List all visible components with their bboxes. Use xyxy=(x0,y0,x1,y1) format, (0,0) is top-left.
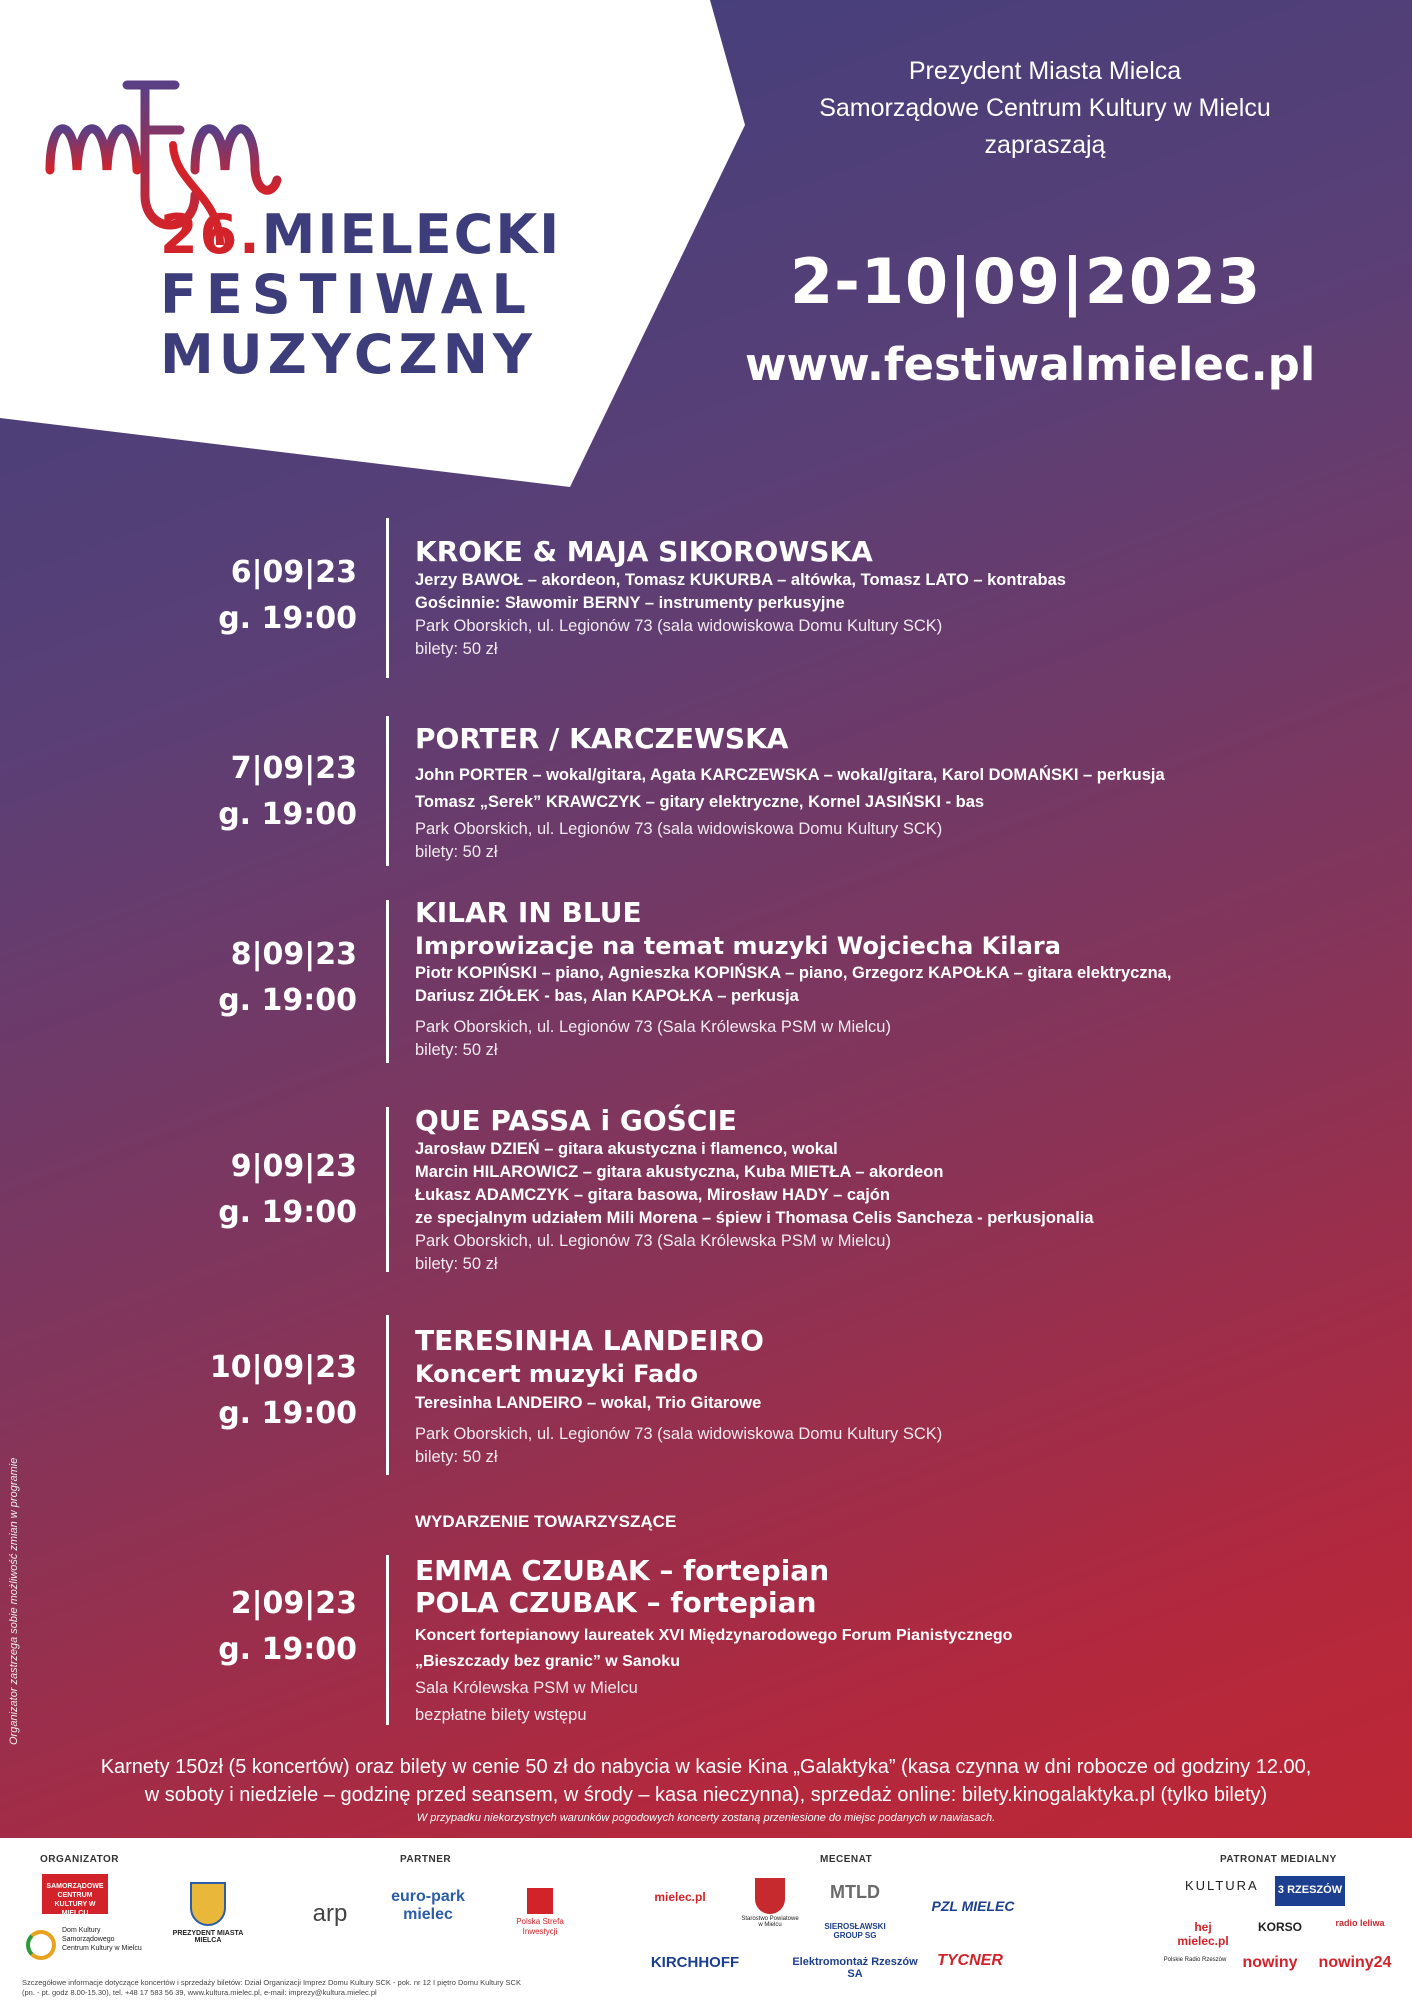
event-tickets: bilety: 50 zł xyxy=(415,843,498,861)
tycner-logo: TYCNER xyxy=(937,1952,1003,1969)
event-title: QUE PASSA i GOŚCIE xyxy=(415,1104,737,1137)
event-venue: Park Oborskich, ul. Legionów 73 (Sala Królewska PSM w Mielcu) xyxy=(415,1232,891,1250)
event-title: KILAR IN BLUE xyxy=(415,896,642,929)
event-time: g. 19:00 xyxy=(218,1195,357,1230)
event-venue: Park Oborskich, ul. Legionów 73 (sala widowiskowa Domu Kultury SCK) xyxy=(415,617,943,635)
event-time: g. 19:00 xyxy=(218,1396,357,1431)
event-venue: Park Oborskich, ul. Legionów 73 (sala widowiskowa Domu Kultury SCK) xyxy=(415,820,943,838)
event-performers-line: Łukasz ADAMCZYK – gitara basowa, Mirosław HADY – cajón xyxy=(415,1186,890,1204)
arp-logo: arp xyxy=(312,1900,348,1927)
mtld-logo: MTLD xyxy=(830,1882,880,1902)
flag-icon xyxy=(527,1888,553,1914)
event-venue: Park Oborskich, ul. Legionów 73 (Sala Królewska PSM w Mielcu) xyxy=(415,1018,891,1036)
event-tickets: bilety: 50 zł xyxy=(415,1448,498,1466)
program-change-note: Organizator zastrzega sobie możliwość zmian w programie xyxy=(8,1457,20,1745)
sponsor-footer xyxy=(0,1838,1412,2000)
event-body xyxy=(415,722,1345,864)
event-performers-line: Tomasz „Serek” KRAWCZYK – gitary elektryczne, Kornel JASIŃSKI - bas xyxy=(415,793,985,811)
weather-note: W przypadku niekorzystnych warunków pogodowych koncerty zostaną przeniesione do miejsc podanych w nawiasach. xyxy=(416,1812,996,1824)
city-president-label: PREZYDENT MIASTA MIELCA xyxy=(172,1930,244,1944)
event-body xyxy=(415,1104,1345,1276)
event-performers-line: Gościnnie: Sławomir BERNY – instrumenty perkusyjne xyxy=(415,594,845,612)
event-divider xyxy=(386,1315,389,1475)
organizer-line-2: Samorządowe Centrum Kultury w Mielcu xyxy=(819,94,1271,122)
strefa-inwestycji-logo xyxy=(505,1888,575,1937)
strefa-inwestycji-label: Polska Strefa Inwestycji xyxy=(516,1917,564,1936)
event-time: g. 19:00 xyxy=(218,983,357,1018)
organizer-line-1: Prezydent Miasta Mielca xyxy=(908,57,1182,85)
footer-heading-organizer: ORGANIZATOR xyxy=(40,1854,120,1865)
starostwo-label: Starostwo Powiatowe w Mielcu xyxy=(741,1916,799,1928)
pzl-mielec-logo: PZL MIELEC xyxy=(931,1898,1015,1914)
coat-of-arms-icon xyxy=(755,1878,785,1914)
event-performers-line: Marcin HILAROWICZ – gitara akustyczna, Kuba MIETŁA – akordeon xyxy=(415,1163,944,1181)
organizer-line-3: zapraszają xyxy=(984,131,1106,159)
festival-dates: 2-10|09|2023 xyxy=(790,245,1262,318)
event-divider xyxy=(386,1555,389,1725)
event-date: 7|09|23 xyxy=(230,751,357,786)
event-performers-line: Jarosław DZIEŃ – gitara akustyczna i flamenco, wokal xyxy=(415,1140,838,1158)
event-body xyxy=(415,1555,1345,1729)
event-performers-line: Teresinha LANDEIRO – wokal, Trio Gitarowe xyxy=(415,1394,762,1412)
sieroslawski-logo: SIEROSŁAWSKI GROUP SG xyxy=(824,1922,886,1940)
mielec-pl-logo: mielec.pl xyxy=(654,1890,706,1904)
coat-of-arms-icon xyxy=(190,1882,226,1926)
event-performers-line: ze specjalnym udziałem Mili Morena – śpiew i Thomasa Celis Sancheza - perkusjonalia xyxy=(415,1209,1094,1227)
city-president-logo xyxy=(168,1882,248,1944)
festival-number: 26. xyxy=(160,203,262,266)
festival-title-word-1: MIELECKI xyxy=(261,203,562,266)
event-title: TERESINHA LANDEIRO xyxy=(415,1324,764,1357)
event-body xyxy=(415,1324,1345,1469)
dom-kultury-label: Dom Kultury Samorządowego Centrum Kultury w Mielcu xyxy=(62,1927,142,1952)
event-divider xyxy=(386,716,389,866)
kirchhoff-logo: KIRCHHOFF xyxy=(650,1954,740,1971)
event-date: 2|09|23 xyxy=(230,1586,357,1621)
sck-logo: SAMORZĄDOWE CENTRUM KULTURY W MIELCU xyxy=(42,1874,108,1914)
event-date: 8|09|23 xyxy=(230,937,357,972)
footer-heading-media: PATRONAT MEDIALNY xyxy=(1220,1854,1337,1865)
event-venue: Sala Królewska PSM w Mielcu xyxy=(415,1679,638,1697)
tvp3-logo: 3 RZESZÓW xyxy=(1275,1876,1345,1906)
nowiny24-logo: nowiny24 xyxy=(1318,1954,1392,1971)
event-tickets: bilety: 50 zł xyxy=(415,1041,498,1059)
festival-title-line-2: FESTIWAL xyxy=(160,263,535,326)
event-body xyxy=(415,896,1345,1062)
festival-website[interactable]: www.festiwalmielec.pl xyxy=(745,338,1316,391)
elektromontaz-logo: Elektromontaż Rzeszów SA xyxy=(792,1956,918,1980)
event-date: 10|09|23 xyxy=(209,1350,357,1385)
event-venue: Park Oborskich, ul. Legionów 73 (sala widowiskowa Domu Kultury SCK) xyxy=(415,1425,943,1443)
korso-logo: KORSO xyxy=(1257,1920,1302,1934)
starostwo-logo xyxy=(740,1878,800,1928)
footer-contact-line: Szczegółowe informacje dotyczące koncertów i sprzedaży biletów: Dział Organizacji Imprez Domu Kultury SCK - pok. nr 12 I piętro Domu Kultury SCK xyxy=(22,1978,521,1987)
footer-contact-line: (pn. - pt. godz 8.00-15.30), tel. +48 17 583 56 39, www.kultura.mielec.pl, e-mail: imprezy@kultura.mielec.pl xyxy=(22,1988,377,1997)
event-performers-line: Jerzy BAWOŁ – akordeon, Tomasz KUKURBA – altówka, Tomasz LATO – kontrabas xyxy=(415,571,1066,589)
footer-heading-patron: MECENAT xyxy=(820,1854,873,1865)
event-title: POLA CZUBAK – fortepian xyxy=(415,1586,817,1619)
event-title: EMMA CZUBAK – fortepian xyxy=(415,1554,830,1587)
event-performers-line: Dariusz ZIÓŁEK - bas, Alan KAPOŁKA – perkusja xyxy=(415,987,799,1005)
festival-title-line-3: MUZYCZNY xyxy=(160,323,537,386)
footer-heading-partner: PARTNER xyxy=(400,1854,452,1865)
hej-mielec-logo: hej mielec.pl xyxy=(1177,1920,1229,1948)
event-performers-line: „Bieszczady bez granic” w Sanoku xyxy=(415,1653,680,1670)
event-tickets: bilety: 50 zł xyxy=(415,1255,498,1273)
event-performers-line: Piotr KOPIŃSKI – piano, Agnieszka KOPIŃSKA – piano, Grzegorz KAPOŁKA – gitara elektryczna, xyxy=(415,964,1172,982)
event-date: 9|09|23 xyxy=(230,1149,357,1184)
ticket-info-line: w soboty i niedziele – godzinę przed seansem, w środy – kasa nieczynna), sprzedaż online: bilety.kinogalaktyka.pl (tylko bilety) xyxy=(144,1784,1268,1806)
event-title: KROKE & MAJA SIKOROWSKA xyxy=(415,535,873,568)
kultura-logo: KULTURA xyxy=(1185,1878,1259,1893)
event-tickets: bezpłatne bilety wstępu xyxy=(415,1706,587,1724)
event-tickets: bilety: 50 zł xyxy=(415,640,498,658)
event-date: 6|09|23 xyxy=(230,555,357,590)
event-performers-line: Koncert fortepianowy laureatek XVI Międzynarodowego Forum Pianistycznego xyxy=(415,1627,1013,1644)
event-time: g. 19:00 xyxy=(218,601,357,636)
event-subtitle: Koncert muzyki Fado xyxy=(415,1360,699,1388)
event-divider xyxy=(386,518,389,678)
polskie-radio-rzeszow-logo: Polskie Radio Rzeszów xyxy=(1163,1957,1227,1963)
radio-leliwa-logo: radio leliwa xyxy=(1335,1918,1385,1928)
ticket-info-line: Karnety 150zł (5 koncertów) oraz bilety w cenie 50 zł do nabycia w kasie Kina „Galaktyka” (kasa czynna w dni robocze od godziny 12.00, xyxy=(100,1756,1312,1778)
euro-park-logo: euro-park mielec xyxy=(391,1888,465,1923)
event-time: g. 19:00 xyxy=(218,797,357,832)
event-subtitle: Improwizacje na temat muzyki Wojciecha Kilara xyxy=(415,932,1061,960)
side-event-section-label: WYDARZENIE TOWARZYSZĄCE xyxy=(415,1512,677,1531)
event-performers-line: John PORTER – wokal/gitara, Agata KARCZEWSKA – wokal/gitara, Karol DOMAŃSKI – perkusja xyxy=(415,766,1165,784)
ticket-info xyxy=(60,1753,1352,1809)
dom-kultury-logo xyxy=(22,1926,142,1953)
dancer-icon xyxy=(26,1930,56,1960)
footer-contact-note xyxy=(22,1978,582,1998)
event-title: PORTER / KARCZEWSKA xyxy=(415,722,789,755)
festival-title-line-1 xyxy=(160,205,561,265)
nowiny-logo: nowiny xyxy=(1242,1954,1298,1971)
event-time: g. 19:00 xyxy=(218,1632,357,1667)
event-divider xyxy=(386,900,389,1063)
event-divider xyxy=(386,1107,389,1272)
event-body xyxy=(415,535,1345,661)
